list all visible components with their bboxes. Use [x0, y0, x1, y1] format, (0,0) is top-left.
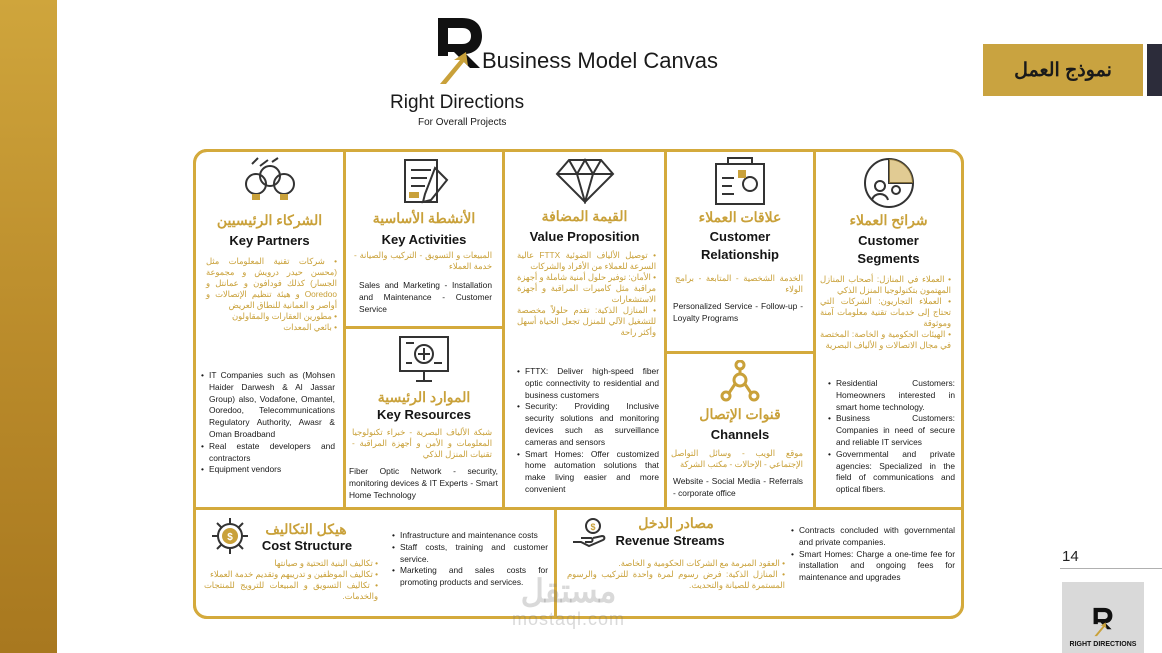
- right-directions-logo-icon: [436, 16, 484, 86]
- value-proposition-ar-list: [517, 250, 656, 338]
- list-item: • العملاء التجاريون: الشركات التي تحتاج إلى خدمات تقنية معلومات آمنة وموثوقة: [820, 296, 951, 329]
- list-item: • المنازل الذكية: تقدم حلولاً مخصصة للتشغيل الآلي للمنزل تجعل الحياة أسهل وأكثر راحة: [517, 305, 656, 338]
- channels-ar-title: قنوات الإتصال: [699, 406, 781, 422]
- list-item: • Infrastructure and maintenance costs: [392, 530, 548, 542]
- customer-relationship-en-title-1: Customer: [709, 229, 771, 244]
- key-activities-en-text: Sales and Marketing - Installation and Maintenance - Customer Service: [359, 280, 492, 314]
- brand-name: Right Directions: [390, 92, 525, 113]
- list-item: • IT Companies such as (Mohsen Haider Darwesh & Al Jassar Group) also, Vodafone, Omantel, Ooredoo, Telecommunications Regulatory Authority, Awasr & Oman Broadband: [201, 370, 335, 441]
- list-item: • Marketing and sales costs for promoting products and services.: [392, 565, 548, 589]
- channels-cell: [664, 351, 816, 510]
- list-item: • Staff costs, training and customer service.: [392, 542, 548, 566]
- key-activities-ar-title: الأنشطة الأساسية: [372, 210, 476, 226]
- customer-segments-cell: [813, 149, 964, 510]
- customer-segments-en-title-1: Customer: [858, 233, 919, 248]
- key-partners-ar-title: الشركاء الرئيسيين: [216, 212, 323, 228]
- diamond-icon: [555, 158, 615, 204]
- customer-relationship-ar-text: الخدمة الشخصية - المتابعة - برامج الولاء: [675, 273, 803, 294]
- customer-segments-ar-list: [820, 274, 951, 351]
- list-item: • الهيئات الحكومية و الخاصة: المختصة في مجال الاتصالات و الألياف البصرية: [820, 329, 951, 351]
- list-item: • Residential Customers: Homeowners interested in smart home technology.: [828, 378, 955, 413]
- key-resources-en-text: Fiber Optic Network - security, monitoring devices & IT Experts - Smart Home Technology: [349, 466, 498, 500]
- customer-relationship-en-text: Personalized Service - Follow-up - Loyalty Programs: [673, 301, 803, 323]
- watermark-latin: mostaql.com: [512, 609, 626, 629]
- channels-en-text: Website - Social Media - Referrals - corporate office: [673, 476, 803, 498]
- cost-gear-icon: [208, 516, 252, 556]
- key-partners-ar-list: [206, 256, 337, 333]
- cost-structure-cell: [193, 507, 557, 619]
- customer-segments-en-list: [828, 378, 955, 496]
- network-nodes-icon: [720, 360, 760, 404]
- customer-relationship-cell: [664, 149, 816, 354]
- list-item: • Business Customers: Companies in need of secure and reliable IT services: [828, 413, 955, 448]
- value-proposition-en-title: Value Proposition: [529, 229, 640, 244]
- list-item: • Equipment vendors: [201, 464, 335, 476]
- list-item: • العملاء في المنازل: أصحاب المنازل المهتمون بتكنولوجيا المنزل الذكي: [820, 274, 951, 296]
- list-item: • بائعي المعدات: [206, 322, 337, 333]
- list-item: • Real estate developers and contractors: [201, 441, 335, 465]
- left-gold-bar: [0, 0, 57, 653]
- key-partners-en-title: Key Partners: [229, 233, 310, 248]
- list-item: • تكاليف التسويق و المبيعات للترويج للمنتجات والخدمات.: [204, 580, 378, 602]
- list-item: • مطورين العقارات والمقاولون: [206, 311, 337, 322]
- page-title: Business Model Canvas: [482, 48, 719, 73]
- list-item: • FTTX: Deliver high-speed fiber optic connectivity to residential and business customers: [517, 366, 659, 401]
- key-partners-cell: [193, 149, 346, 510]
- key-resources-en-title: Key Resources: [377, 407, 471, 422]
- revenue-streams-en-title: Revenue Streams: [615, 533, 725, 548]
- key-resources-ar-text: شبكة الألياف البصرية - خبراء تكنولوجيا المعلومات و الأمن و أجهزة المراقبة - تقنيات المنزل الذكي: [352, 427, 492, 459]
- value-proposition-ar-title: القيمة المضافة: [541, 208, 628, 224]
- list-item: • شركات تقنية المعلومات مثل (محسن حيدر درويش و مجموعة الجسار) كذلك فودافون و عمانتل و Ooredoo و هيئة تنظيم الإتصالات و أواصر و العمانية للنطاق العريض: [206, 256, 337, 311]
- list-item: • توصيل الألياف الضوئية FTTX عالية السرعة للعملاء من الأفراد والشركات: [517, 250, 656, 272]
- customer-segments-ar-title: شرائح العملاء: [849, 212, 928, 228]
- circuit-board-icon: [396, 333, 452, 385]
- customer-relationship-ar-title: علاقات العملاء: [698, 209, 782, 225]
- people-pie-icon: [862, 156, 916, 210]
- footer-logo-card: [1062, 582, 1144, 653]
- customer-segments-en-title-2: Segments: [857, 251, 920, 266]
- relationship-chart-icon: [712, 156, 768, 208]
- cost-structure-ar-list: [204, 558, 378, 602]
- list-item: • الأمان: توفير حلول أمنية شاملة و أجهزة مراقبة مثل كاميرات المراقبة و أجهزة الاستشعارات: [517, 272, 656, 305]
- svg-text:$: $: [227, 532, 233, 543]
- footer-logo-icon: [1092, 607, 1114, 637]
- list-item: • تكاليف الموظفين و تدريبهم وتقديم خدمة العملاء: [204, 569, 378, 580]
- key-resources-ar-title: الموارد الرئيسية: [377, 389, 471, 405]
- channels-en-title: Channels: [710, 427, 770, 442]
- list-item: • تكاليف البنية التحتية و صيانتها: [204, 558, 378, 569]
- footer-logo-text: RIGHT DIRECTIONS: [1069, 641, 1137, 648]
- channels-ar-text: موقع الويب - وسائل التواصل الإجتماعي - الإحالات - مكتب الشركة: [671, 448, 803, 469]
- revenue-streams-ar-title: مصادر الدخل: [638, 515, 714, 531]
- brand-subtitle: For Overall Projects: [418, 117, 507, 128]
- document-edit-icon: [397, 156, 451, 206]
- list-item: • Governmental and private agencies: Specialized in the field of communications and optical fibers.: [828, 449, 955, 496]
- arabic-title-box: نموذج العمل: [983, 44, 1143, 96]
- page-number: 14: [1062, 548, 1079, 565]
- cost-structure-ar-title: هيكل التكاليف: [265, 521, 347, 537]
- list-item: • Contracts concluded with governmental and private companies.: [791, 525, 955, 549]
- list-item: • Security: Providing Inclusive security solutions and monitoring devices such as surveillance cameras and sensors: [517, 401, 659, 448]
- customer-relationship-en-title-2: Relationship: [700, 247, 779, 262]
- dark-stripe: [1147, 44, 1162, 96]
- key-activities-cell: [343, 149, 505, 329]
- revenue-streams-en-list: [791, 525, 955, 584]
- list-item: • Smart Homes: Charge a one-time fee for installation and ongoing fees for maintenance and upgrades: [791, 549, 955, 584]
- key-activities-ar-text: المبيعات و التسويق - التركيب والصيانة - خدمة العملاء: [354, 250, 492, 271]
- list-item: • Smart Homes: Offer customized home automation solutions that make living easier and more convenient: [517, 449, 659, 496]
- revenue-streams-ar-list: [567, 558, 785, 591]
- key-activities-en-title: Key Activities: [381, 232, 467, 247]
- value-proposition-cell: [502, 149, 667, 510]
- key-partners-en-list: [201, 370, 335, 476]
- list-item: • العقود المبرمة مع الشركات الحكومية و الخاصة.: [567, 558, 785, 569]
- value-proposition-en-list: [517, 366, 659, 496]
- divider: [1060, 568, 1162, 569]
- revenue-hand-icon: [571, 516, 607, 552]
- revenue-streams-cell: [554, 507, 964, 619]
- key-resources-cell: [343, 326, 505, 510]
- watermark-arabic: مستقل: [520, 573, 617, 609]
- chain-link-icon: [242, 156, 298, 204]
- cost-structure-en-list: [392, 530, 548, 589]
- list-item: • المنازل الذكية: فرض رسوم لمرة واحدة للتركيب والرسوم المستمرة للصيانة والتحديث.: [567, 569, 785, 591]
- cost-structure-en-title: Cost Structure: [261, 538, 353, 553]
- svg-text:$: $: [590, 522, 596, 532]
